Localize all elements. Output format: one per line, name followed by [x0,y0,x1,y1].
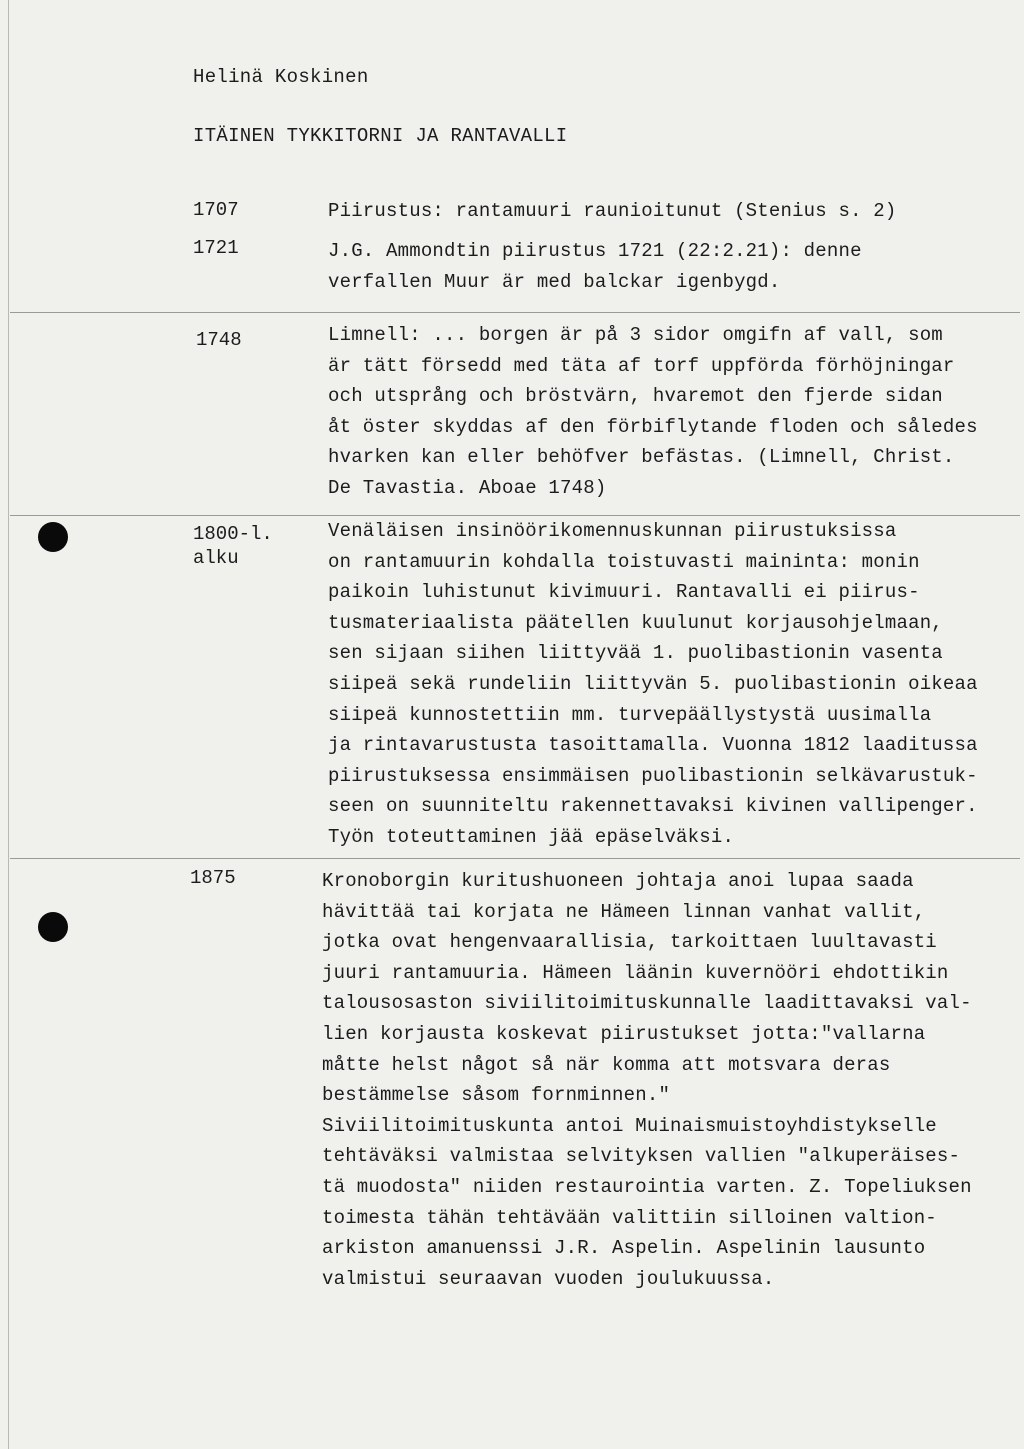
entry-text [328,320,1018,504]
text-line: åt öster skyddas af den förbiflytande floden och således [328,415,978,438]
text-line: J.G. Ammondtin piirustus 1721 (22:2.21): denne [328,240,862,262]
text-line: arkiston amanuenssi J.R. Aspelin. Aspelinin lausunto [322,1237,926,1260]
text-line: och utsprång och bröstvärn, hvaremot den fjerde sidan [328,385,943,408]
text-line: måtte helst något så när komma att motsvara deras [322,1053,891,1076]
entry-text [328,236,862,297]
text-line: talousosaston siviilitoimituskunnalle laadittavaksi val- [322,992,972,1015]
text-line: tä muodosta" niiden restaurointia varten. Z. Topeliuksen [322,1175,972,1198]
text-line: är tätt försedd med täta af torf uppförda förhöjningar [328,354,955,377]
entry-year: 1707 [193,199,239,221]
punch-hole-top [38,522,68,552]
punch-hole-bottom [38,912,68,942]
entry-year: 1875 [190,867,236,889]
text-line: valmistui seuraavan vuoden joulukuussa. [322,1267,775,1290]
entry-text [328,196,897,227]
document-title: ITÄINEN TYKKITORNI JA RANTAVALLI [193,125,568,147]
text-line: Siviilitoimituskunta antoi Muinaismuistoyhdistykselle [322,1114,937,1137]
text-line: bestämmelse såsom fornminnen." [322,1084,671,1107]
text-line: Kronoborgin kuritushuoneen johtaja anoi lupaa saada [322,870,914,892]
entry-text [322,866,1018,1294]
separator-rule [10,312,1020,313]
text-line: De Tavastia. Aboae 1748) [328,476,607,499]
page-edge-line [8,0,9,1449]
text-line: tehtäväksi valmistaa selvityksen vallien "alkuperäises- [322,1145,961,1168]
text-line: hävittää tai korjata ne Hämeen linnan vanhat vallit, [322,900,926,923]
text-line: siipeä kunnostettiin mm. turvepäällystystä uusimalla [328,703,932,726]
text-line: lien korjausta koskevat piirustukset jotta:"vallarna [322,1022,926,1045]
text-line: juuri rantamuuria. Hämeen läänin kuvernööri ehdottikin [322,961,949,984]
text-line: Venäläisen insinöörikomennuskunnan piirustuksissa [328,520,897,542]
text-line: verfallen Muur är med balckar igenbygd. [328,270,781,293]
text-line: Työn toteuttaminen jää epäselväksi. [328,825,735,848]
entry-text [328,516,1018,853]
text-line: siipeä sekä rundeliin liittyvän 5. puolibastionin oikeaa [328,672,978,695]
text-line: hvarken kan eller behöfver befästas. (Limnell, Christ. [328,446,955,469]
entry-year: 1748 [196,329,242,351]
text-line: toimesta tähän tehtävään valittiin silloinen valtion- [322,1206,937,1229]
text-line: jotka ovat hengenvaarallisia, tarkoittaen luultavasti [322,931,937,954]
text-line: Limnell: ... borgen är på 3 sidor omgifn af vall, som [328,324,943,346]
text-line: tusmateriaalista päätellen kuulunut korjausohjelmaan, [328,611,943,634]
text-line: paikoin luhistunut kivimuuri. Rantavalli ei piirus- [328,581,920,604]
entry-year: 1721 [193,237,239,259]
text-line: seen on suunniteltu rakennettavaksi kivinen vallipenger. [328,795,978,818]
entry-year: 1800-l. alku [193,523,273,569]
text-line: piirustuksessa ensimmäisen puolibastionin selkävarustuk- [328,764,978,787]
text-line: Piirustus: rantamuuri raunioitunut (Stenius s. 2) [328,200,897,222]
author-name: Helinä Koskinen [193,66,369,88]
text-line: ja rintavarustusta tasoittamalla. Vuonna 1812 laaditussa [328,734,978,757]
separator-rule [10,858,1020,859]
text-line: sen sijaan siihen liittyvää 1. puolibastionin vasenta [328,642,943,665]
text-line: on rantamuurin kohdalla toistuvasti maininta: monin [328,550,920,573]
